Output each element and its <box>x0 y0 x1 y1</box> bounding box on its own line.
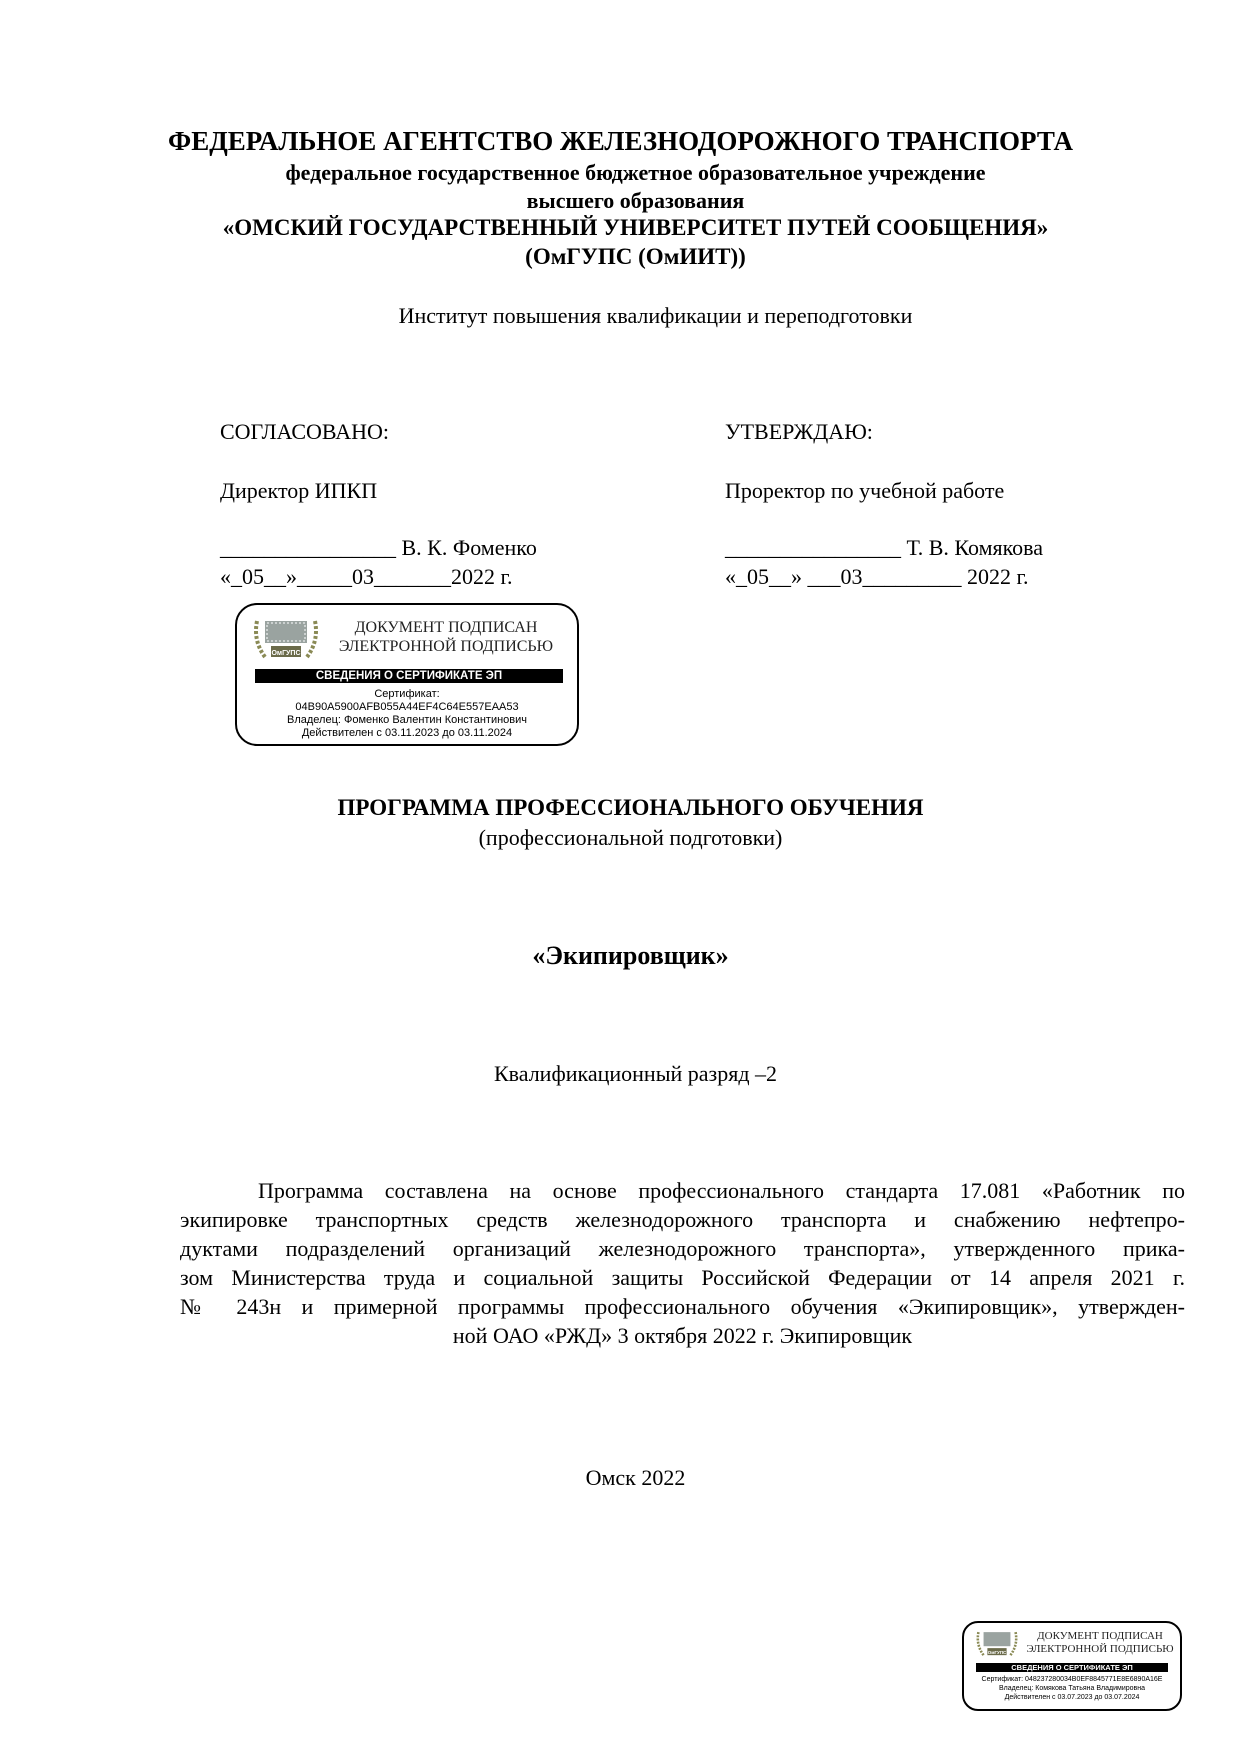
university-logo-icon <box>974 1627 1020 1659</box>
approve-heading: УТВЕРЖДАЮ: <box>725 419 873 444</box>
city-year: Омск 2022 <box>585 1465 686 1490</box>
description-line: № 243н и примерной программы профессионального обучения «Экипировщик», утвержден- <box>180 1294 1185 1319</box>
institution-type: федеральное государственное бюджетное образовательное учреждение <box>285 160 986 185</box>
stamp-owner: Владелец: Комякова Татьяна Владимировна <box>998 1685 1146 1692</box>
description-line: зом Министерства труда и социальной защиты Российской Федерации от 14 апреля 2021 г. <box>180 1265 1185 1290</box>
stamp-line1: ДОКУМЕНТ ПОДПИСАН <box>1037 1630 1163 1642</box>
agreed-date: «_05__»_____03_______2022 г. <box>220 564 513 589</box>
program-subtitle: (профессиональной подготовки) <box>478 825 783 850</box>
stamp-cert: Сертификат: 048237280034B0EF8845771E8E6890A16E <box>981 1676 1163 1683</box>
program-description <box>180 1176 1185 1350</box>
stamp-line2: ЭЛЕКТРОННОЙ ПОДПИСЬЮ <box>338 638 554 655</box>
svg-text:ОмГУПС: ОмГУПС <box>987 1649 1007 1655</box>
stamp-line2: ЭЛЕКТРОННОЙ ПОДПИСЬЮ <box>1026 1643 1174 1655</box>
agreed-signature: ________________ В. К. Фоменко <box>220 535 537 560</box>
e-signature-stamp <box>235 603 579 746</box>
svg-text:ОмГУПС: ОмГУПС <box>271 650 301 657</box>
university-logo-icon <box>251 613 321 663</box>
description-line: дуктами подразделений организаций железнодорожного транспорта», утвержденного прика- <box>180 1236 1185 1261</box>
stamp-valid: Действителен с 03.11.2023 до 03.11.2024 <box>301 727 513 739</box>
description-line: Программа составлена на основе профессионального стандарта 17.081 «Работник по <box>258 1178 1185 1203</box>
qualification-grade: Квалификационный разряд –2 <box>493 1061 778 1086</box>
description-line: экипировке транспортных средств железнодорожного транспорта и снабжению нефтепро- <box>180 1207 1185 1232</box>
description-line: ной ОАО «РЖД» 3 октября 2022 г. Экипировщик <box>452 1323 913 1348</box>
institution-level: высшего образования <box>526 188 745 213</box>
institute-name: Институт повышения квалификации и переподготовки <box>398 303 913 328</box>
stamp-details <box>237 688 577 740</box>
approve-position: Проректор по учебной работе <box>725 478 1005 503</box>
stamp-owner: Владелец: Фоменко Валентин Константинович <box>286 714 528 726</box>
program-name: «Экипировщик» <box>532 941 729 970</box>
approve-signature: ________________ Т. В. Комякова <box>725 535 1044 560</box>
stamp-details <box>964 1675 1180 1702</box>
university-name: «ОМСКИЙ ГОСУДАРСТВЕННЫЙ УНИВЕРСИТЕТ ПУТЕЙ СООБЩЕНИЯ» <box>222 215 1049 240</box>
e-signature-stamp-2 <box>962 1621 1182 1711</box>
stamp-bar: СВЕДЕНИЯ О СЕРТИФИКАТЕ ЭП <box>255 669 563 683</box>
program-title: ПРОГРАММА ПРОФЕССИОНАЛЬНОГО ОБУЧЕНИЯ <box>337 795 924 820</box>
university-abbr: (ОмГУПС (ОмИИТ)) <box>525 244 746 269</box>
stamp-cert: 04B90A5900AFB055A44EF4C64E557EAA53 <box>295 701 519 713</box>
stamp-valid: Действителен с 03.07.2023 до 03.07.2024 <box>1004 1694 1140 1701</box>
stamp-line1: ДОКУМЕНТ ПОДПИСАН <box>354 619 538 636</box>
stamp-bar: СВЕДЕНИЯ О СЕРТИФИКАТЕ ЭП <box>976 1663 1168 1672</box>
approve-date: «_05__» ___03_________ 2022 г. <box>725 564 1029 589</box>
stamp-cert-label: Сертификат: <box>374 688 440 700</box>
agreed-heading: СОГЛАСОВАНО: <box>220 419 389 444</box>
agency-title: ФЕДЕРАЛЬНОЕ АГЕНТСТВО ЖЕЛЕЗНОДОРОЖНОГО ТРАНСПОРТА <box>168 126 1073 156</box>
agreed-position: Директор ИПКП <box>220 478 378 503</box>
